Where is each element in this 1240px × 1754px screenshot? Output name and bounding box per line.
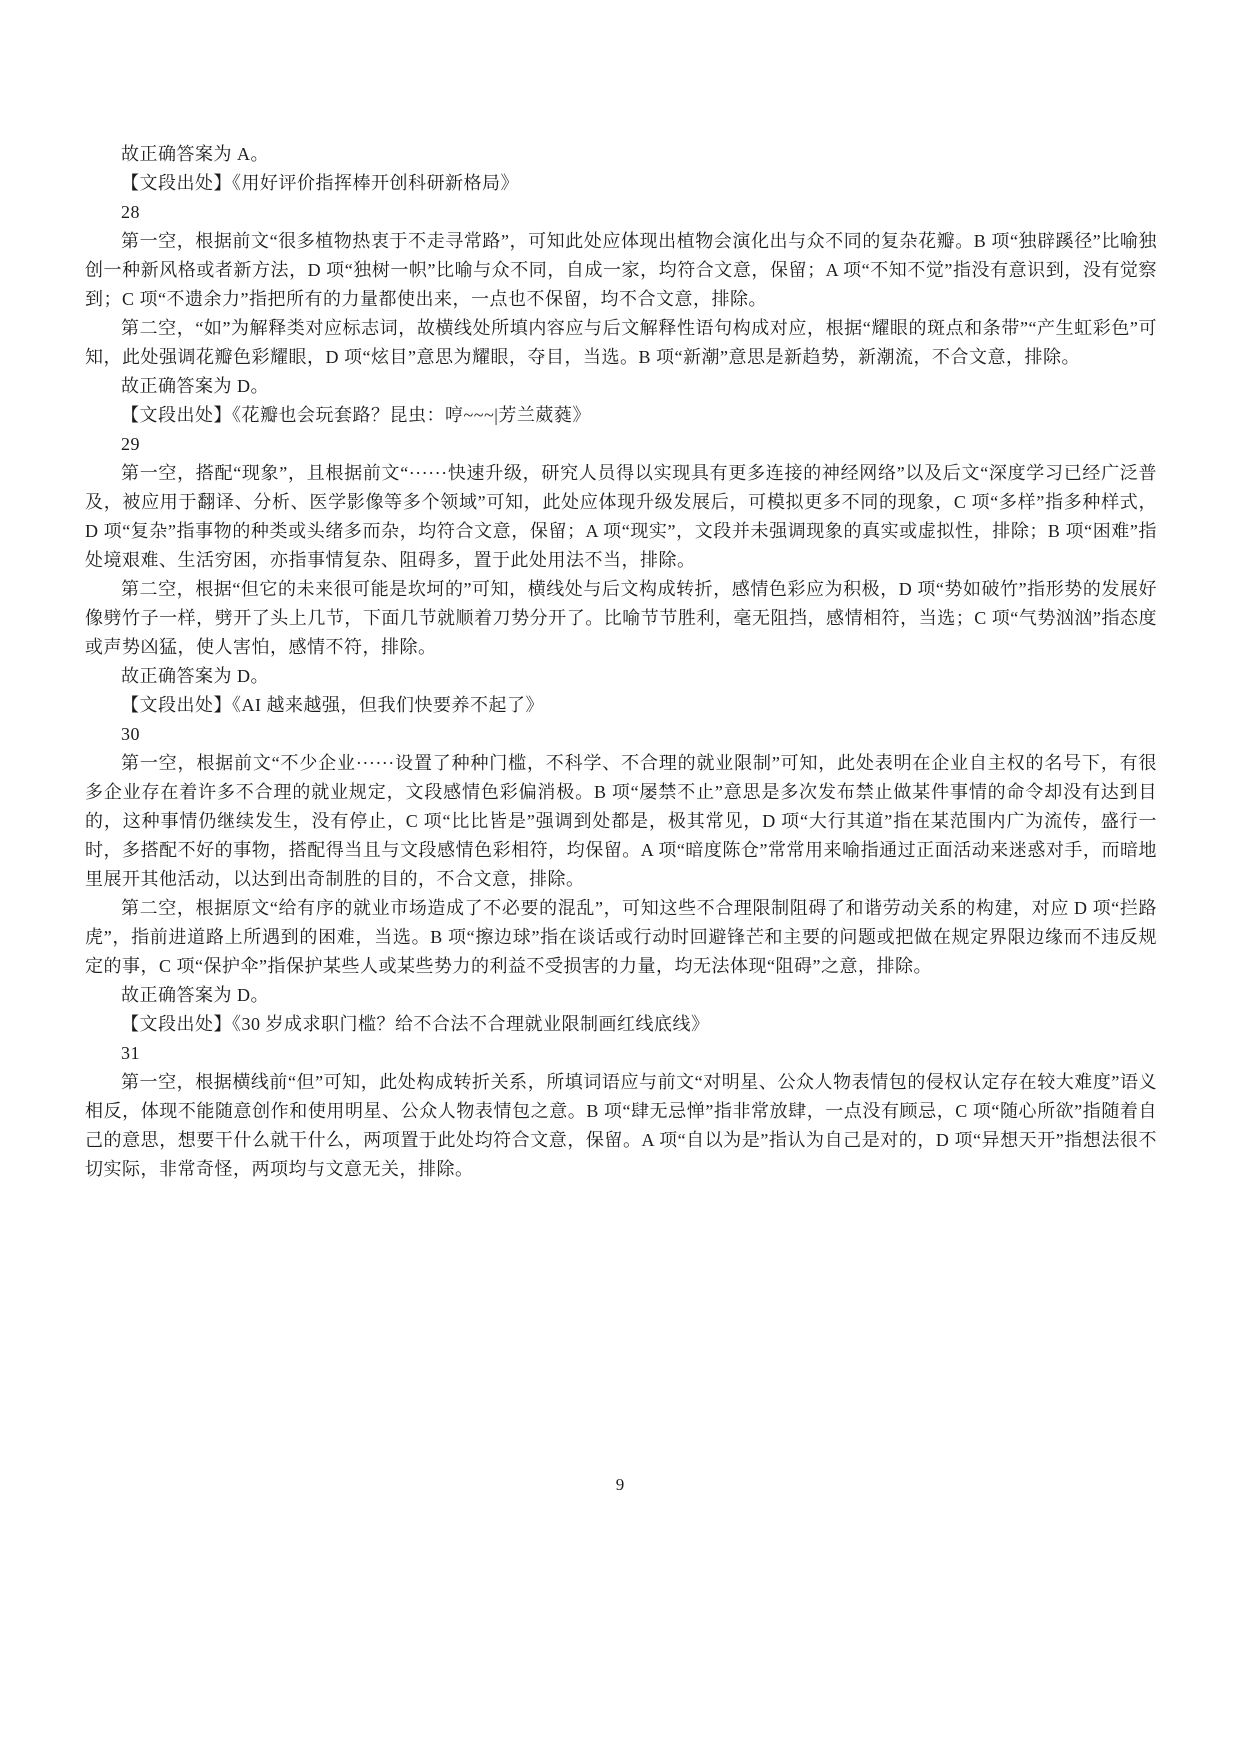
question-number: 31	[121, 1043, 140, 1063]
explanation-paragraph: 第一空，根据前文“不少企业······设置了种种门槛，不科学、不合理的就业限制”可知，此处表明在企业自主权的名号下，有很多企业存在着许多不合理的就业规定，文段感情色彩偏消极。B 项“屡禁不止”意思是多次发布禁止做某件事情的命令却没有达到目的，这种事情仍继续发生，没有停止，C 项“比比皆是”强调到处都是，极其常见，D 项“大行其道”指在某范围内广为流传，盛行一时，多搭配不好的事物，搭配得当且与文段感情色彩相符，均保留。A 项“暗度陈仓”常常用来喻指通过正面活动来迷惑对手，而暗地里展开其他活动，以达到出奇制胜的目的，不合文意，排除。	[85, 753, 1157, 889]
explanation-paragraph: 第二空，根据“但它的未来很可能是坎坷的”可知，横线处与后文构成转折，感情色彩应为积极，D 项“势如破竹”指形势的发展好像劈竹子一样，劈开了头上几节，下面几节就顺着刀势分开了。比喻节节胜利，毫无阻挡，感情相符，当选；C 项“气势汹汹”指态度或声势凶猛，使人害怕，感情不符，排除。	[85, 579, 1157, 657]
explanation-paragraph: 第一空，搭配“现象”，且根据前文“······快速升级，研究人员得以实现具有更多连接的神经网络”以及后文“深度学习已经广泛普及，被应用于翻译、分析、医学影像等多个领域”可知，此处应体现升级发展后，可模拟更多不同的现象，C 项“多样”指多种样式，D 项“复杂”指事物的种类或头绪多而杂，均符合文意，保留；A 项“现实”，文段并未强调现象的真实或虚拟性，排除；B 项“困难”指处境艰难、生活穷困，亦指事情复杂、阻碍多，置于此处用法不当，排除。	[85, 463, 1157, 570]
explanation-paragraph: 第一空，根据前文“很多植物热衷于不走寻常路”，可知此处应体现出植物会演化出与众不同的复杂花瓣。B 项“独辟蹊径”比喻独创一种新风格或者新方法，D 项“独树一帜”比喻与众不同，自成一家，均符合文意，保留；A 项“不知不觉”指没有意识到，没有觉察到；C 项“不遗余力”指把所有的力量都使出来，一点也不保留，均不合文意，排除。	[85, 231, 1157, 309]
question-number: 30	[121, 724, 140, 744]
answer-conclusion: 故正确答案为 A。	[121, 144, 269, 164]
source-line: 【文段出处】《AI 越来越强，但我们快要养不起了》	[121, 695, 544, 715]
question-number: 28	[121, 202, 140, 222]
source-line: 【文段出处】《30 岁成求职门槛？给不合法不合理就业限制画红线底线》	[121, 1014, 710, 1034]
explanation-paragraph: 第二空，“如”为解释类对应标志词，故横线处所填内容应与后文解释性语句构成对应，根据“耀眼的斑点和条带”“产生虹彩色”可知，此处强调花瓣色彩耀眼，D 项“炫目”意思为耀眼，夺目，当选。B 项“新潮”意思是新趋势，新潮流，不合文意，排除。	[85, 318, 1157, 367]
document-body	[85, 140, 1157, 1184]
question-number: 29	[121, 434, 140, 454]
answer-conclusion: 故正确答案为 D。	[121, 376, 269, 396]
page-number: 9	[615, 1475, 625, 1494]
source-line: 【文段出处】《花瓣也会玩套路？昆虫：哼~~~|芳兰葳蕤》	[121, 405, 591, 425]
source-line: 【文段出处】《用好评价指挥棒开创科研新格局》	[121, 173, 519, 193]
explanation-paragraph: 第一空，根据横线前“但”可知，此处构成转折关系，所填词语应与前文“对明星、公众人物表情包的侵权认定存在较大难度”语义相反，体现不能随意创作和使用明星、公众人物表情包之意。B 项“肆无忌惮”指非常放肆，一点没有顾忌，C 项“随心所欲”指随着自己的意思，想要干什么就干什么，两项置于此处均符合文意，保留。A 项“自以为是”指认为自己是对的，D 项“异想天开”指想法很不切实际，非常奇怪，两项均与文意无关，排除。	[85, 1072, 1157, 1179]
answer-conclusion: 故正确答案为 D。	[121, 985, 269, 1005]
answer-conclusion: 故正确答案为 D。	[121, 666, 269, 686]
explanation-paragraph: 第二空，根据原文“给有序的就业市场造成了不必要的混乱”，可知这些不合理限制阻碍了和谐劳动关系的构建，对应 D 项“拦路虎”，指前进道路上所遇到的困难，当选。B 项“擦边球”指在谈话或行动时回避锋芒和主要的问题或把做在规定界限边缘而不违反规定的事，C 项“保护伞”指保护某些人或某些势力的利益不受损害的力量，均无法体现“阻碍”之意，排除。	[85, 898, 1157, 976]
